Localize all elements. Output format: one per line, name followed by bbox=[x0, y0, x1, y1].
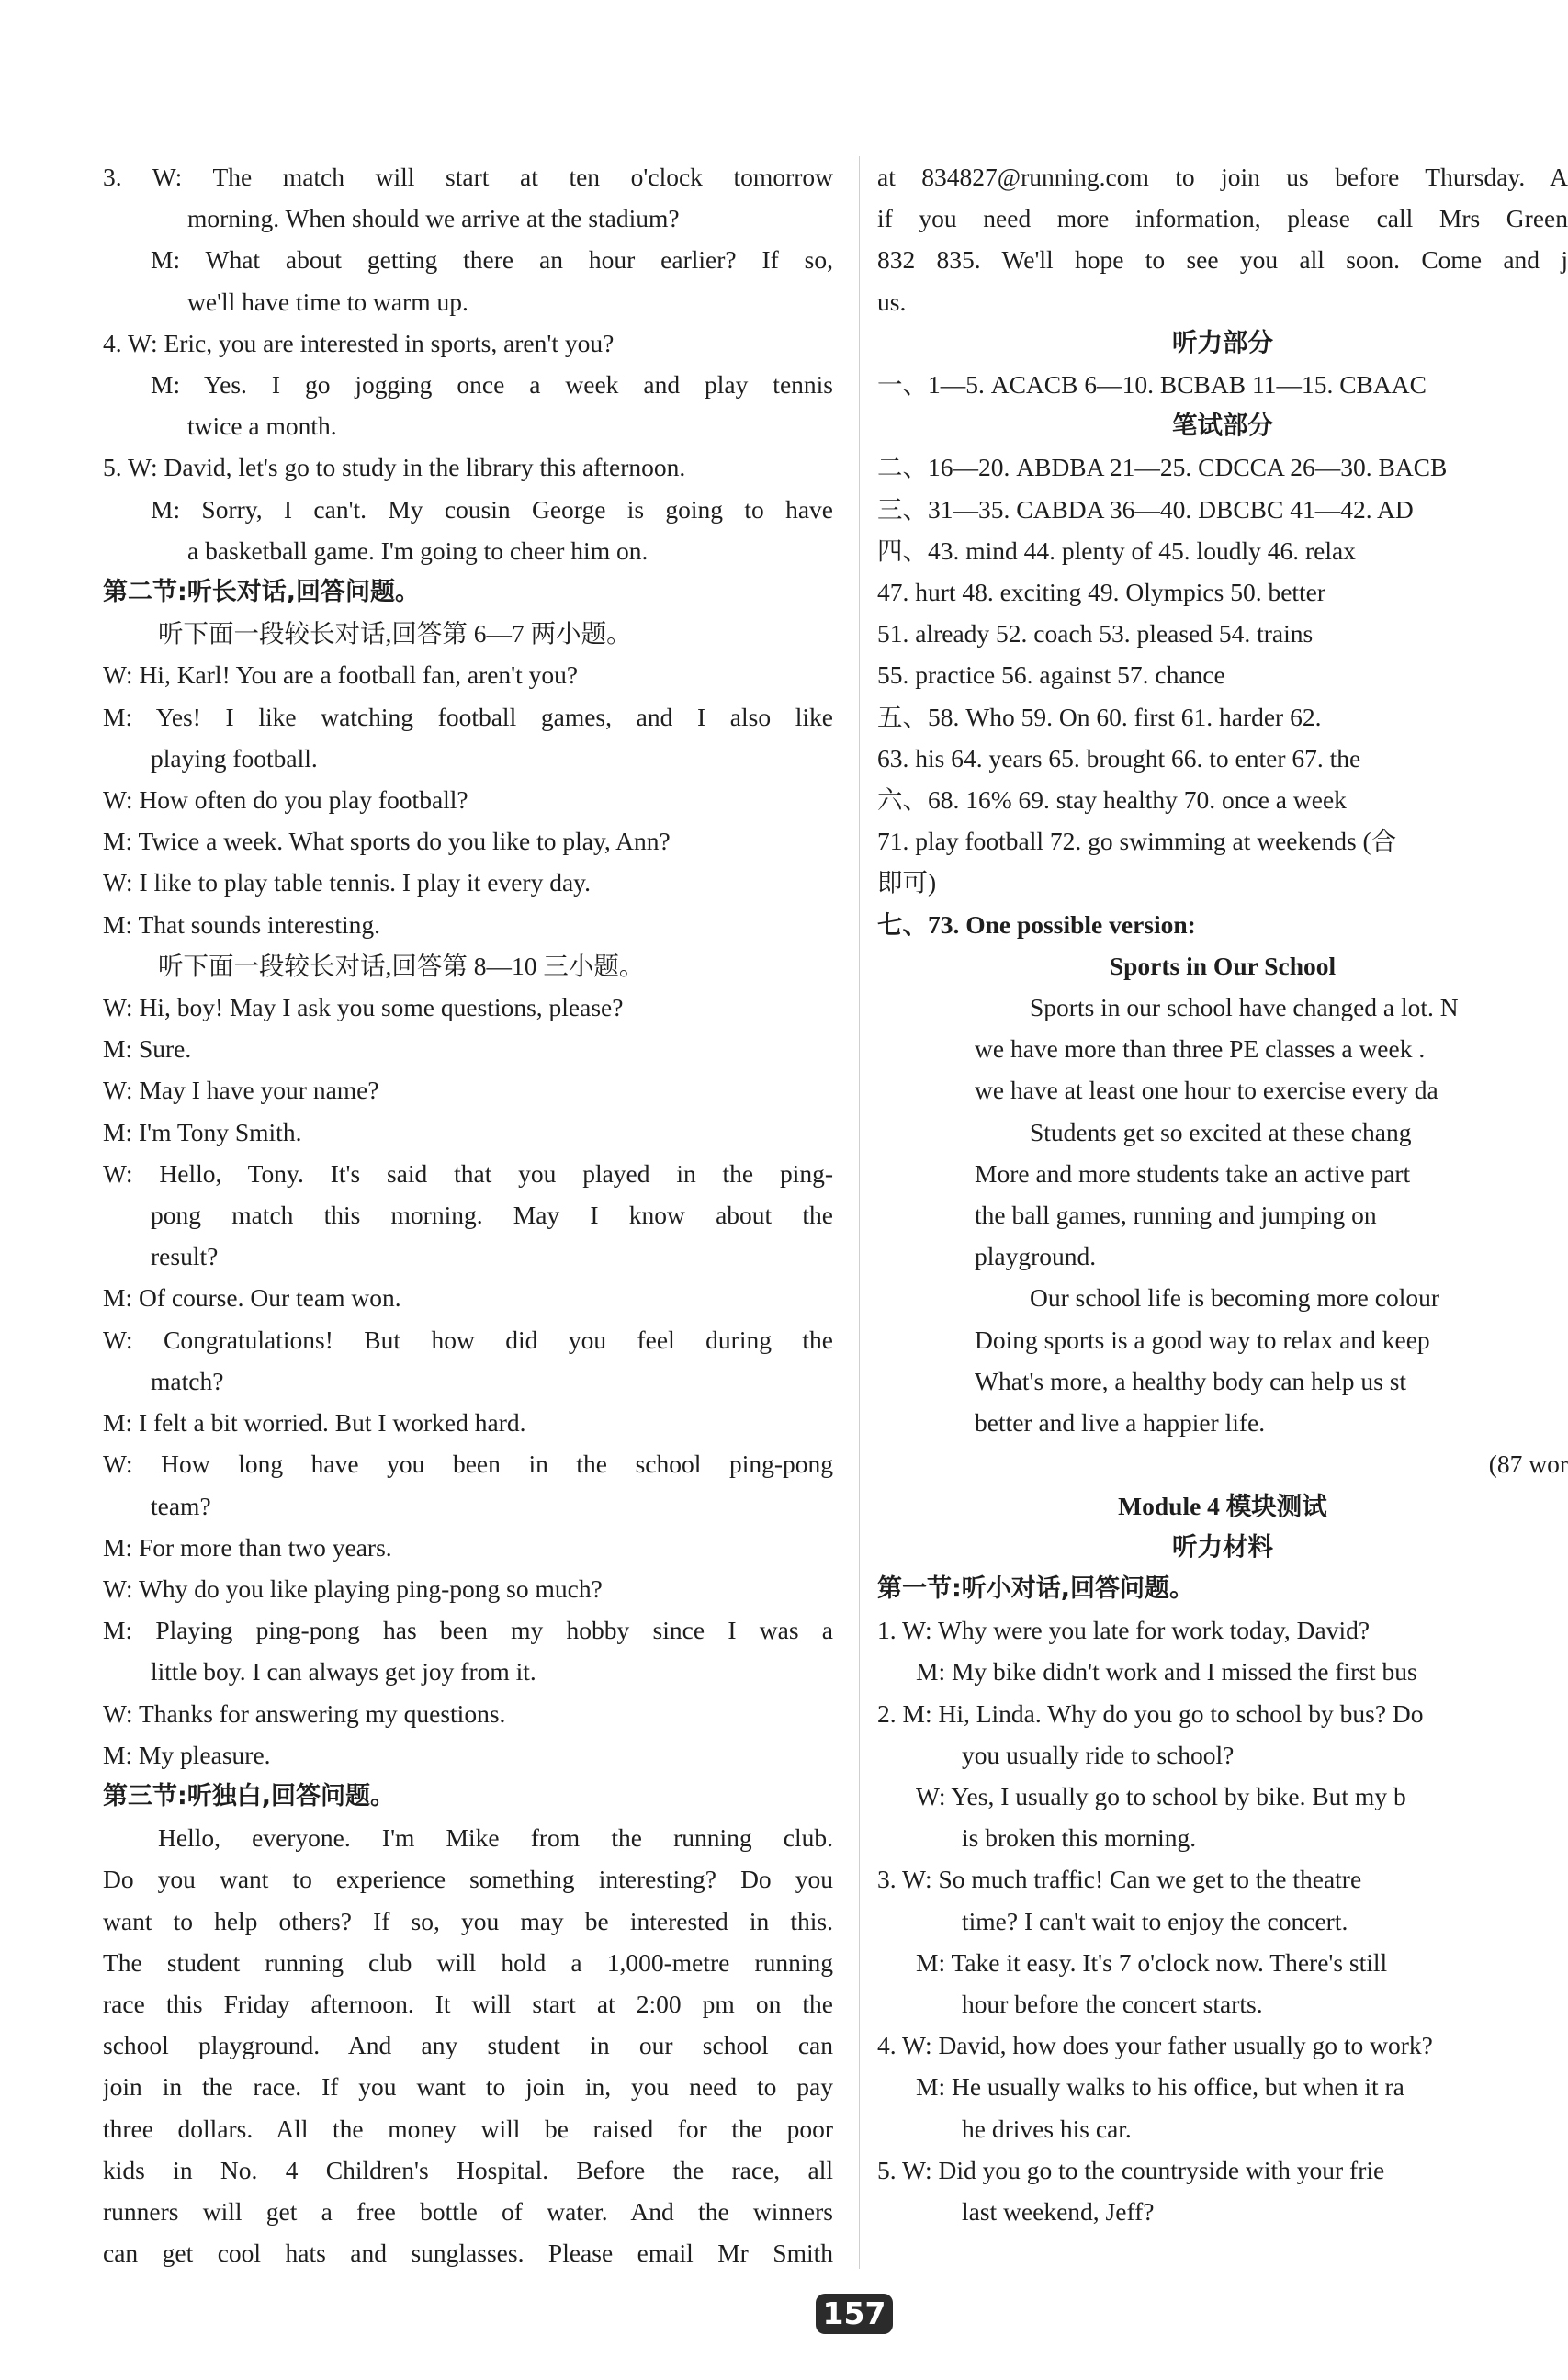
right-line: 五、58. Who 59. On 60. first 61. harder 62. bbox=[877, 702, 1322, 731]
right-line: he drives his car. bbox=[962, 2114, 1132, 2143]
page-number: 157 bbox=[816, 2294, 893, 2334]
left-line: W: How long have you been in the school ping-pong bbox=[103, 1449, 833, 1479]
right-line: Our school life is becoming more colour bbox=[1030, 1283, 1440, 1313]
left-line: three dollars. All the money will be raised for the poor bbox=[103, 2114, 833, 2143]
right-line: you usually ride to school? bbox=[962, 1740, 1235, 1769]
right-line: 一、1—5. ACACB 6—10. BCBAB 11—15. CBAAC bbox=[877, 370, 1427, 400]
left-line: W: Why do you like playing ping-pong so much? bbox=[103, 1574, 603, 1603]
left-line: M: My pleasure. bbox=[103, 1740, 271, 1769]
left-line: 第二节:听长对话,回答问题。 bbox=[103, 578, 421, 607]
left-line: The student running club will hold a 1,000-metre running bbox=[103, 1947, 833, 1977]
right-line: 六、68. 16% 69. stay healthy 70. once a week bbox=[877, 785, 1347, 815]
right-line: us. bbox=[877, 287, 907, 316]
left-line: Do you want to experience something interesting? Do you bbox=[103, 1865, 833, 1894]
left-line: 听下面一段较长对话,回答第 6—7 两小题。 bbox=[158, 619, 632, 649]
left-line: playing football. bbox=[151, 743, 318, 773]
right-line: Sports in our school have changed a lot. N bbox=[1030, 993, 1459, 1022]
left-line: can get cool hats and sunglasses. Please email Mr Smith bbox=[103, 2239, 833, 2268]
left-line: M: Sure. bbox=[103, 1034, 192, 1064]
left-line: morning. When should we arrive at the stadium? bbox=[187, 204, 680, 233]
right-line: W: Yes, I usually go to school by bike. But my b bbox=[916, 1781, 1406, 1810]
right-line: 即可) bbox=[877, 868, 937, 897]
left-line: pong match this morning. May I know about the bbox=[151, 1201, 833, 1230]
left-line: M: Twice a week. What sports do you like to play, Ann? bbox=[103, 827, 671, 856]
right-line: 832 835. We'll hope to see you all soon. Come and j bbox=[877, 245, 1568, 275]
right-line: 笔试部分 bbox=[1172, 411, 1273, 441]
right-line: 51. already 52. coach 53. pleased 54. trains bbox=[877, 619, 1314, 649]
left-line: team? bbox=[151, 1491, 211, 1520]
right-line: M: Take it easy. It's 7 o'clock now. There's still bbox=[916, 1947, 1388, 1977]
right-line: Sports in Our School bbox=[1109, 951, 1337, 980]
right-line: we have at least one hour to exercise every da bbox=[975, 1076, 1438, 1105]
left-line: M: What about getting there an hour earlier? If so, bbox=[151, 245, 833, 275]
right-line: M: He usually walks to his office, but when it ra bbox=[916, 2072, 1404, 2102]
left-column bbox=[103, 156, 833, 2273]
right-line: Doing sports is a good way to relax and keep bbox=[975, 1325, 1430, 1354]
left-line: M: Yes. I go jogging once a week and play tennis bbox=[151, 370, 833, 400]
left-line: M: I'm Tony Smith. bbox=[103, 1117, 302, 1146]
right-line: if you need more information, please call Mrs Green bbox=[877, 204, 1568, 233]
right-column bbox=[877, 156, 1568, 2232]
left-line: M: Sorry, I can't. My cousin George is going to have bbox=[151, 494, 833, 524]
right-line: better and live a happier life. bbox=[975, 1408, 1266, 1438]
left-line: kids in No. 4 Children's Hospital. Before the race, all bbox=[103, 2155, 833, 2184]
right-line: 三、31—35. CABDA 36—40. DBCBC 41—42. AD bbox=[877, 494, 1414, 524]
left-line: M: For more than two years. bbox=[103, 1532, 392, 1562]
right-line: hour before the concert starts. bbox=[962, 1989, 1263, 2018]
left-line: 3. W: The match will start at ten o'clock tomorrow bbox=[103, 163, 833, 191]
right-line: the ball games, running and jumping on bbox=[975, 1201, 1377, 1230]
left-line: Hello, everyone. I'm Mike from the running club. bbox=[158, 1823, 833, 1853]
left-line: school playground. And any student in our school can bbox=[103, 2031, 833, 2060]
left-line: M: Playing ping-pong has been my hobby since I was a bbox=[103, 1616, 833, 1645]
right-line: 47. hurt 48. exciting 49. Olympics 50. better bbox=[877, 578, 1326, 607]
left-line: M: That sounds interesting. bbox=[103, 909, 380, 939]
right-line: we have more than three PE classes a week . bbox=[975, 1034, 1426, 1064]
left-line: W: Hi, Karl! You are a football fan, aren't you? bbox=[103, 660, 579, 690]
right-line: playground. bbox=[975, 1242, 1097, 1271]
left-line: runners will get a free bottle of water. And the winners bbox=[103, 2196, 833, 2226]
left-line: M: I felt a bit worried. But I worked hard. bbox=[103, 1408, 526, 1438]
right-line: 5. W: Did you go to the countryside with your frie bbox=[877, 2155, 1385, 2184]
left-line: W: Hi, boy! May I ask you some questions, please? bbox=[103, 993, 624, 1022]
right-line: 第一节:听小对话,回答问题。 bbox=[877, 1574, 1195, 1603]
right-line: Students get so excited at these chang bbox=[1030, 1117, 1412, 1146]
left-line: a basketball game. I'm going to cheer him on. bbox=[187, 536, 649, 565]
left-line: race this Friday afternoon. It will start at 2:00 pm on the bbox=[103, 1989, 833, 2018]
left-line: M: Of course. Our team won. bbox=[103, 1283, 401, 1313]
right-line: 听力部分 bbox=[1172, 327, 1273, 357]
right-line: 二、16—20. ABDBA 21—25. CDCCA 26—30. BACB bbox=[877, 453, 1448, 482]
right-line: 听力材料 bbox=[1172, 1531, 1273, 1562]
right-line: 4. W: David, how does your father usually go to work? bbox=[877, 2031, 1433, 2060]
left-line: want to help others? If so, you may be interested in this. bbox=[103, 1906, 833, 1935]
left-line: 第三节:听独白,回答问题。 bbox=[103, 1781, 396, 1810]
left-line: join in the race. If you want to join in, you need to pay bbox=[103, 2072, 833, 2102]
right-line: What's more, a healthy body can help us st bbox=[975, 1366, 1407, 1395]
left-line: 听下面一段较长对话,回答第 8—10 三小题。 bbox=[158, 951, 645, 980]
column-divider bbox=[859, 156, 860, 2269]
left-line: W: Thanks for answering my questions. bbox=[103, 1698, 506, 1728]
left-line: W: Congratulations! But how did you feel during the bbox=[103, 1325, 833, 1354]
right-line: at 834827@running.com to join us before Thursday. A bbox=[877, 163, 1568, 191]
left-line: little boy. I can always get joy from it. bbox=[151, 1657, 536, 1686]
right-line: is broken this morning. bbox=[962, 1823, 1197, 1853]
left-line: W: How often do you play football? bbox=[103, 785, 468, 815]
right-line: More and more students take an active part bbox=[975, 1158, 1411, 1188]
right-line: 1. W: Why were you late for work today, David? bbox=[877, 1616, 1371, 1645]
right-line: last weekend, Jeff? bbox=[962, 2196, 1155, 2226]
left-line: W: Hello, Tony. It's said that you played in the ping- bbox=[103, 1158, 833, 1188]
right-line: 七、73. One possible version: bbox=[877, 909, 1196, 939]
right-line: 2. M: Hi, Linda. Why do you go to school by bus? Do bbox=[877, 1698, 1424, 1728]
left-line: we'll have time to warm up. bbox=[187, 287, 468, 316]
right-line: 63. his 64. years 65. brought 66. to enter 67. the bbox=[877, 743, 1361, 773]
left-line: M: Yes! I like watching football games, and I also like bbox=[103, 702, 833, 731]
right-line: time? I can't wait to enjoy the concert. bbox=[962, 1906, 1348, 1935]
left-line: result? bbox=[151, 1242, 219, 1271]
right-line: 55. practice 56. against 57. chance bbox=[877, 660, 1225, 690]
left-line: W: May I have your name? bbox=[103, 1076, 379, 1105]
left-line: 5. W: David, let's go to study in the library this afternoon. bbox=[103, 453, 686, 482]
left-line: match? bbox=[151, 1366, 224, 1395]
left-line: twice a month. bbox=[187, 412, 337, 441]
right-line: 四、43. mind 44. plenty of 45. loudly 46. relax bbox=[877, 536, 1356, 565]
left-line: W: I like to play table tennis. I play it every day. bbox=[103, 868, 591, 897]
right-line: (87 wor bbox=[1488, 1449, 1568, 1479]
right-line: 71. play football 72. go swimming at weekends (合 bbox=[877, 827, 1397, 856]
left-line: 4. W: Eric, you are interested in sports, aren't you? bbox=[103, 328, 615, 357]
right-line: 3. W: So much traffic! Can we get to the theatre bbox=[877, 1865, 1362, 1894]
right-line: M: My bike didn't work and I missed the first bus bbox=[916, 1657, 1417, 1686]
right-line: Module 4 模块测试 bbox=[1118, 1491, 1327, 1520]
